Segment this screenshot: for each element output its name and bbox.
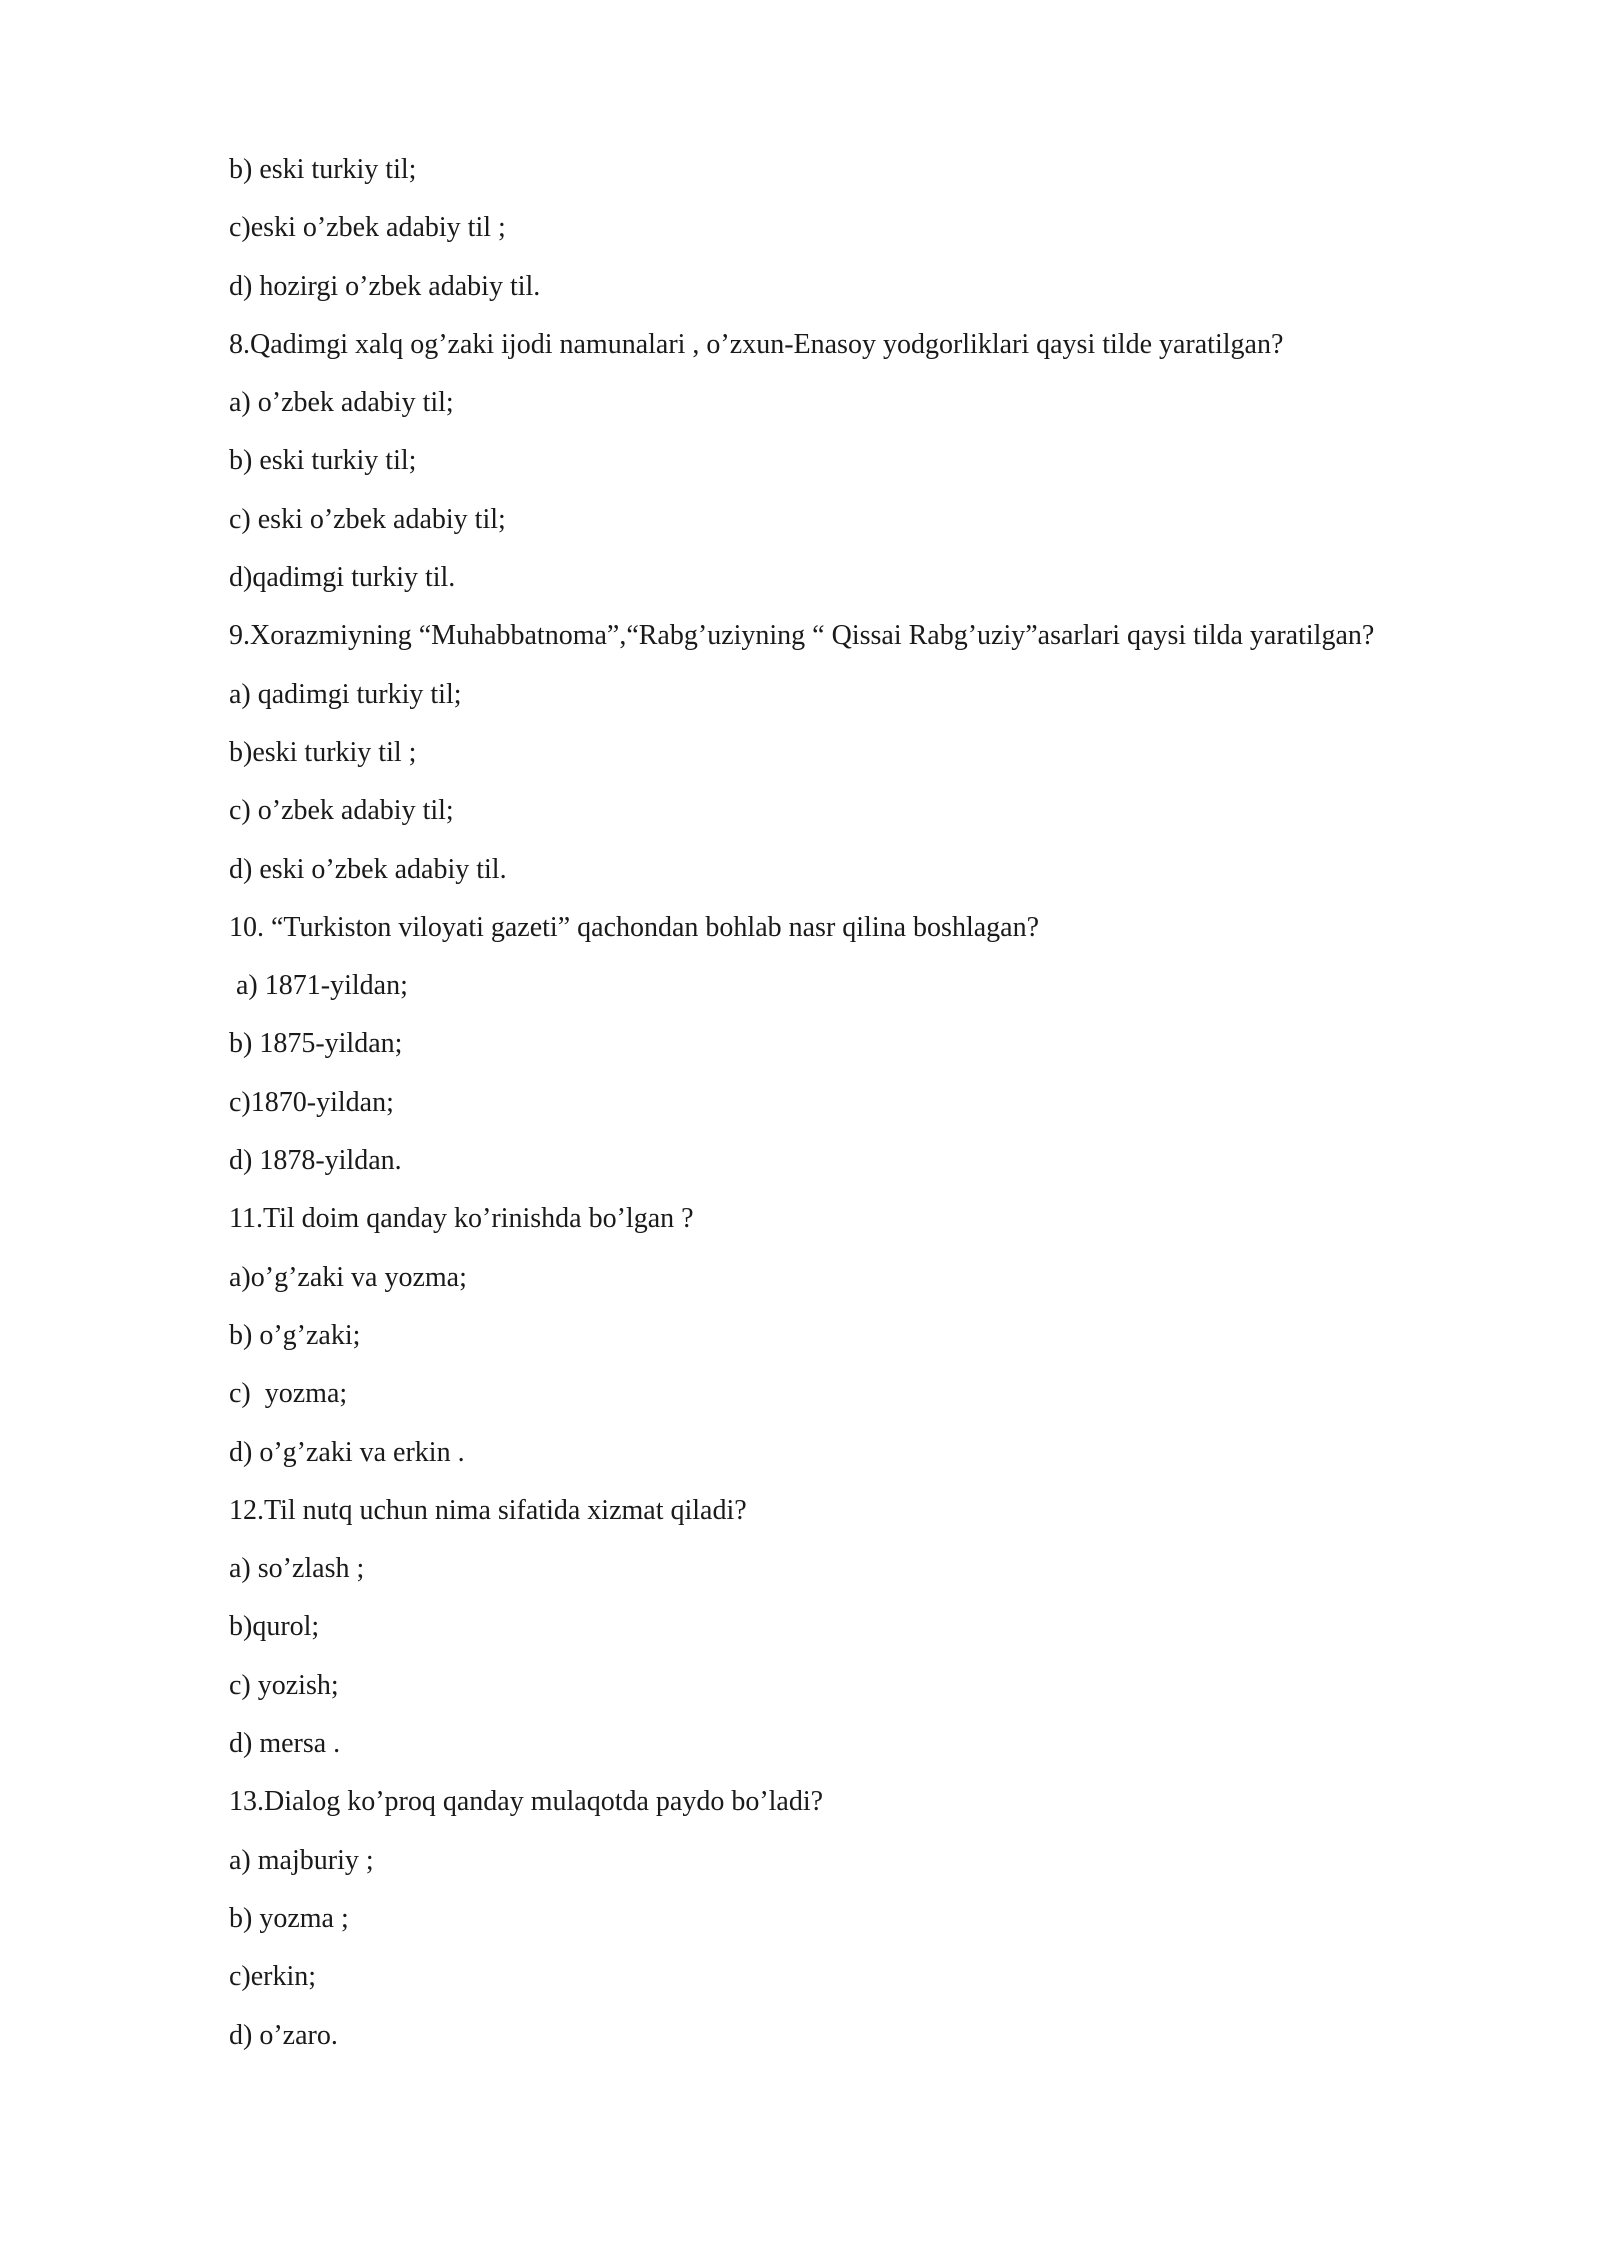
text-line: a) majburiy ; (229, 1844, 374, 1876)
text-line: c)eski o’zbek adabiy til ; (229, 212, 506, 244)
text-line: b)qurol; (229, 1611, 320, 1643)
text-line: d) o’g’zaki va erkin . (229, 1436, 465, 1468)
text-line: b) eski turkiy til; (229, 445, 417, 477)
question-11: 11.Til doim qanday ko’rinishda bo’lgan ? (229, 1203, 694, 1235)
text-line: d) o’zaro. (229, 2019, 338, 2051)
question-12: 12.Til nutq uchun nima sifatida xizmat qiladi? (229, 1494, 747, 1526)
text-line: d)qadimgi turkiy til. (229, 562, 456, 594)
text-line: c) yozma; (229, 1378, 348, 1410)
text-line: a)o’g’zaki va yozma; (229, 1261, 467, 1293)
text-line: a) so’zlash ; (229, 1553, 365, 1585)
text-line: c) eski o’zbek adabiy til; (229, 503, 506, 535)
text-line: b) yozma ; (229, 1902, 349, 1934)
text-line: d) eski o’zbek adabiy til. (229, 853, 507, 885)
text-line: d) hozirgi o’zbek adabiy til. (229, 270, 541, 302)
question-8: 8.Qadimgi xalq og’zaki ijodi namunalari , o’zxun-Enasoy yodgorliklari qaysi tilde yaratilgan? (229, 328, 1284, 360)
text-line: a) 1871-yildan; (229, 970, 408, 1002)
text-line: a) qadimgi turkiy til; (229, 678, 462, 710)
text-line: b)eski turkiy til ; (229, 736, 417, 768)
text-line: d) 1878-yildan. (229, 1145, 402, 1177)
question-10: 10. “Turkiston viloyati gazeti” qachondan bohlab nasr qilina boshlagan? (229, 911, 1040, 943)
text-line: c) yozish; (229, 1669, 339, 1701)
question-9: 9.Xorazmiyning “Muhabbatnoma”,“Rabg’uziyning “ Qissai Rabg’uziy”asarlari qaysi tilda yaratilgan? (229, 620, 1375, 652)
text-line: c) o’zbek adabiy til; (229, 795, 454, 827)
text-line: d) mersa . (229, 1728, 341, 1760)
text-line: b) eski turkiy til; (229, 154, 417, 185)
text-line: b) 1875-yildan; (229, 1028, 403, 1060)
text-line: b) o’g’zaki; (229, 1319, 361, 1351)
quiz-text (229, 144, 1529, 2068)
question-13: 13.Dialog ko’proq qanday mulaqotda paydo bo’ladi? (229, 1786, 824, 1818)
text-line: a) o’zbek adabiy til; (229, 387, 454, 419)
text-line: c)1870-yildan; (229, 1086, 394, 1118)
text-line: c)erkin; (229, 1961, 317, 1993)
